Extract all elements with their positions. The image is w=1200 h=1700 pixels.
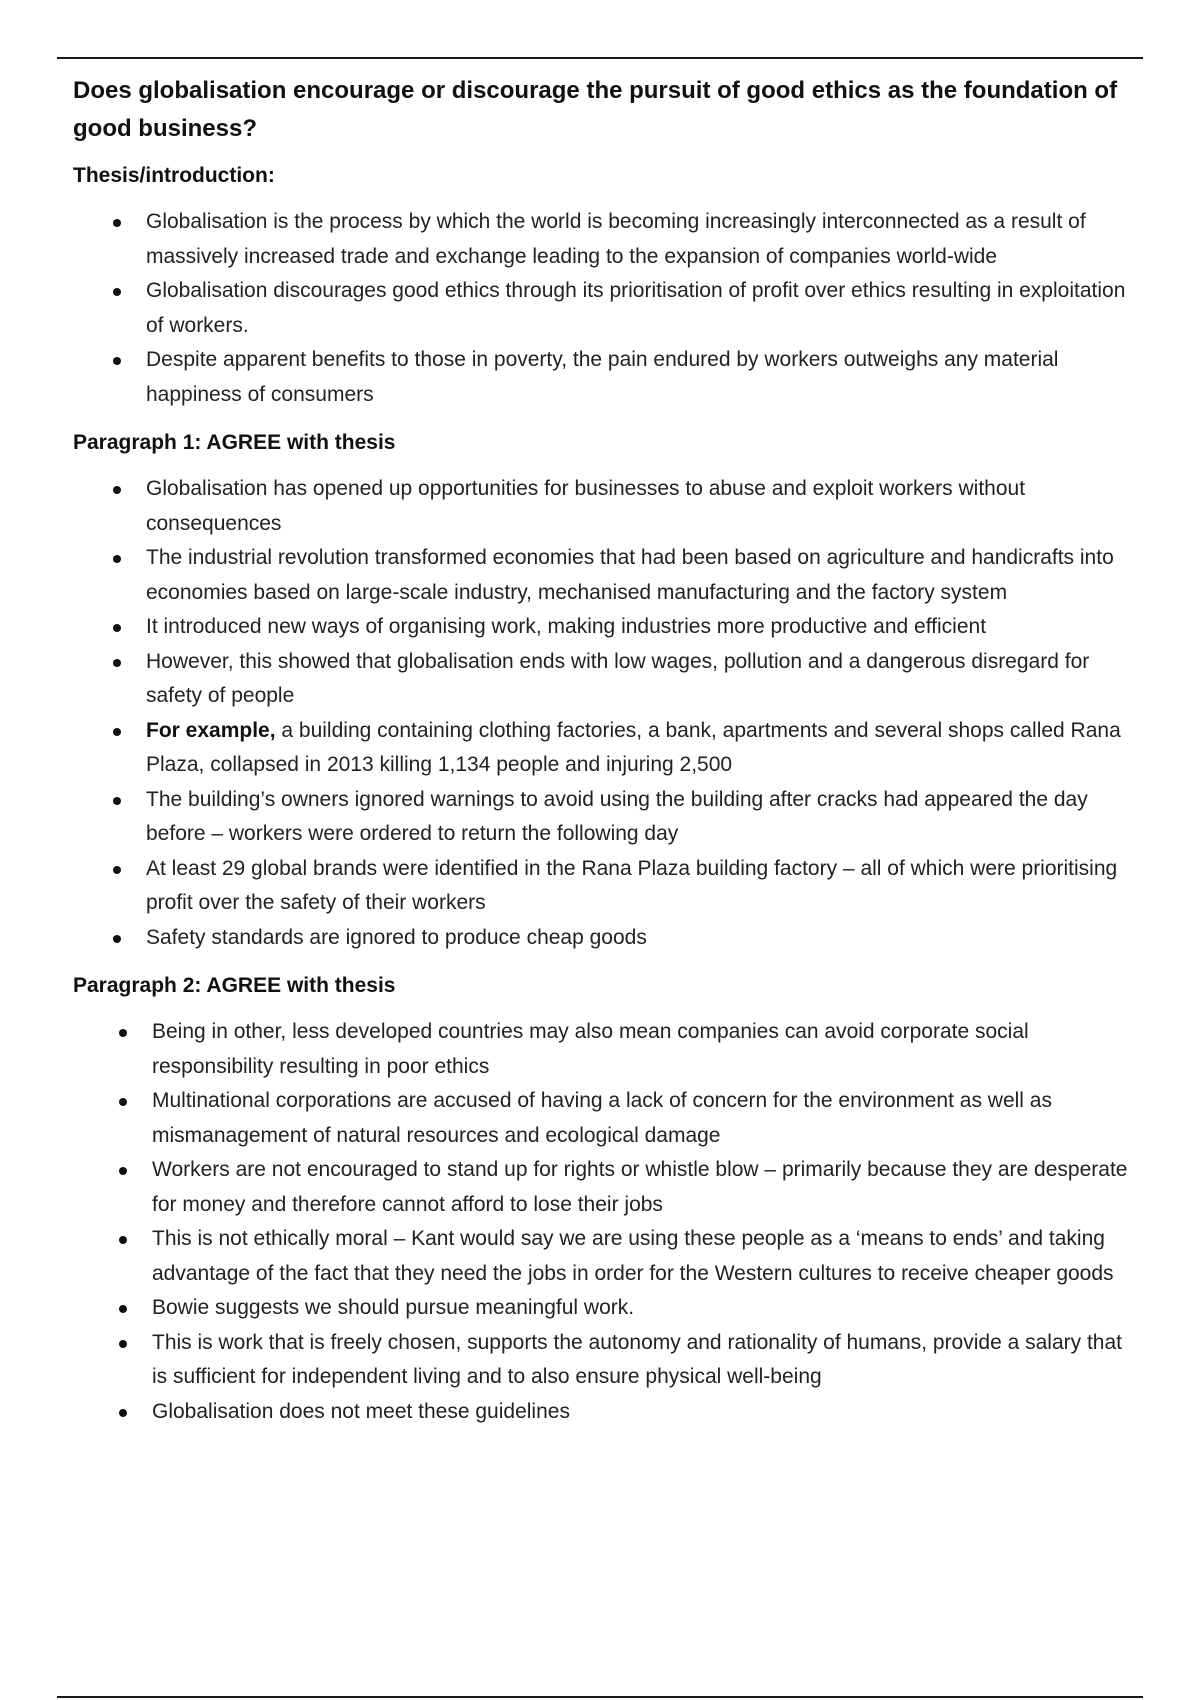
bullet-icon — [119, 1098, 127, 1106]
bullet-list-paragraph-1 — [73, 472, 1133, 955]
bullet-icon — [113, 219, 121, 227]
list-item — [73, 645, 1133, 714]
list-item — [73, 1326, 1133, 1395]
bullet-text: a building containing clothing factories, a bank, apartments and several shops called Rana Plaza, collapsed in 2013 killing 1,134 people and injuring 2,500 — [146, 718, 1121, 776]
bullet-list-paragraph-2 — [73, 1015, 1133, 1429]
list-item — [73, 343, 1133, 412]
bullet-icon — [113, 935, 121, 943]
bullet-icon — [113, 728, 121, 736]
bullet-text: The industrial revolution transformed economies that had been based on agriculture and handicrafts into economies based on large-scale industry, mechanised manufacturing and the factory system — [146, 546, 1114, 604]
list-item — [73, 472, 1133, 541]
bullet-icon — [119, 1236, 127, 1244]
bullet-icon — [113, 555, 121, 563]
bullet-text: Globalisation is the process by which the world is becoming increasingly interconnected as a result of massively increased trade and exchange leading to the expansion of companies world-wide — [146, 210, 1086, 268]
top-border-rule — [57, 57, 1143, 59]
list-item — [73, 1015, 1133, 1084]
list-item — [73, 714, 1133, 783]
bullet-icon — [119, 1167, 127, 1175]
bullet-text: Globalisation discourages good ethics through its prioritisation of profit over ethics resulting in exploitation of workers. — [146, 279, 1126, 337]
list-item — [73, 541, 1133, 610]
list-item — [73, 1395, 1133, 1430]
list-item — [73, 274, 1133, 343]
page-title: Does globalisation encourage or discourage the pursuit of good ethics as the foundation of good business? — [73, 77, 1118, 142]
list-item — [73, 1084, 1133, 1153]
bullet-icon — [113, 866, 121, 874]
bullet-text: However, this showed that globalisation ends with low wages, pollution and a dangerous disregard for safety of people — [146, 649, 1090, 707]
bullet-text: Globalisation does not meet these guidelines — [152, 1399, 570, 1423]
bottom-border-rule — [57, 1696, 1143, 1698]
list-item — [73, 783, 1133, 852]
section-heading-paragraph-2: Paragraph 2: AGREE with thesis — [73, 974, 396, 997]
bullet-text: Despite apparent benefits to those in poverty, the pain endured by workers outweighs any material happiness of consumers — [146, 348, 1059, 406]
bullet-text: Multinational corporations are accused of having a lack of concern for the environment as well as mismanagement of natural resources and ecological damage — [152, 1089, 1052, 1147]
list-item — [73, 1153, 1133, 1222]
bullet-text: It introduced new ways of organising work, making industries more productive and efficient — [146, 615, 987, 638]
bullet-text: This is work that is freely chosen, supports the autonomy and rationality of humans, provide a salary that is sufficient for independent living and to also ensure physical well-being — [152, 1330, 1122, 1388]
bullet-icon — [113, 357, 121, 365]
bullet-icon — [113, 624, 121, 632]
bullet-text: Being in other, less developed countries may also mean companies can avoid corporate social responsibility resulting in poor ethics — [152, 1020, 1029, 1078]
bullet-text: The building’s owners ignored warnings to avoid using the building after cracks had appeared the day before – workers were ordered to return the following day — [146, 787, 1088, 845]
bullet-icon — [119, 1409, 127, 1417]
bullet-icon — [119, 1029, 127, 1037]
bullet-bold-lead: For example, — [146, 718, 276, 742]
list-item — [73, 1291, 1133, 1326]
bullet-text: Bowie suggests we should pursue meaningful work. — [152, 1296, 635, 1319]
bullet-text: At least 29 global brands were identified in the Rana Plaza building factory – all of which were prioritising profit over the safety of their workers — [146, 856, 1118, 914]
list-item — [73, 1222, 1133, 1291]
bullet-text: Safety standards are ignored to produce cheap goods — [146, 925, 647, 949]
list-item — [73, 852, 1133, 921]
bullet-text: This is not ethically moral – Kant would say we are using these people as a ‘means to ends’ and taking advantage of the fact that they need the jobs in order for the Western cultures to receive cheaper goods — [152, 1227, 1114, 1285]
list-item — [73, 921, 1133, 956]
section-heading-paragraph-1: Paragraph 1: AGREE with thesis — [73, 431, 396, 454]
bullet-text: Globalisation has opened up opportunities for businesses to abuse and exploit workers without consequences — [146, 477, 1026, 535]
bullet-icon — [113, 486, 121, 494]
bullet-icon — [113, 288, 121, 296]
list-item — [73, 610, 1133, 645]
section-heading-thesis: Thesis/introduction: — [73, 164, 275, 187]
bullet-icon — [113, 659, 121, 667]
bullet-text: Workers are not encouraged to stand up for rights or whistle blow – primarily because they are desperate for money and therefore cannot afford to lose their jobs — [152, 1158, 1128, 1216]
document-body — [73, 72, 1133, 1445]
bullet-list-thesis — [73, 205, 1133, 412]
bullet-icon — [119, 1305, 127, 1313]
bullet-icon — [113, 797, 121, 805]
bullet-icon — [119, 1340, 127, 1348]
list-item — [73, 205, 1133, 274]
